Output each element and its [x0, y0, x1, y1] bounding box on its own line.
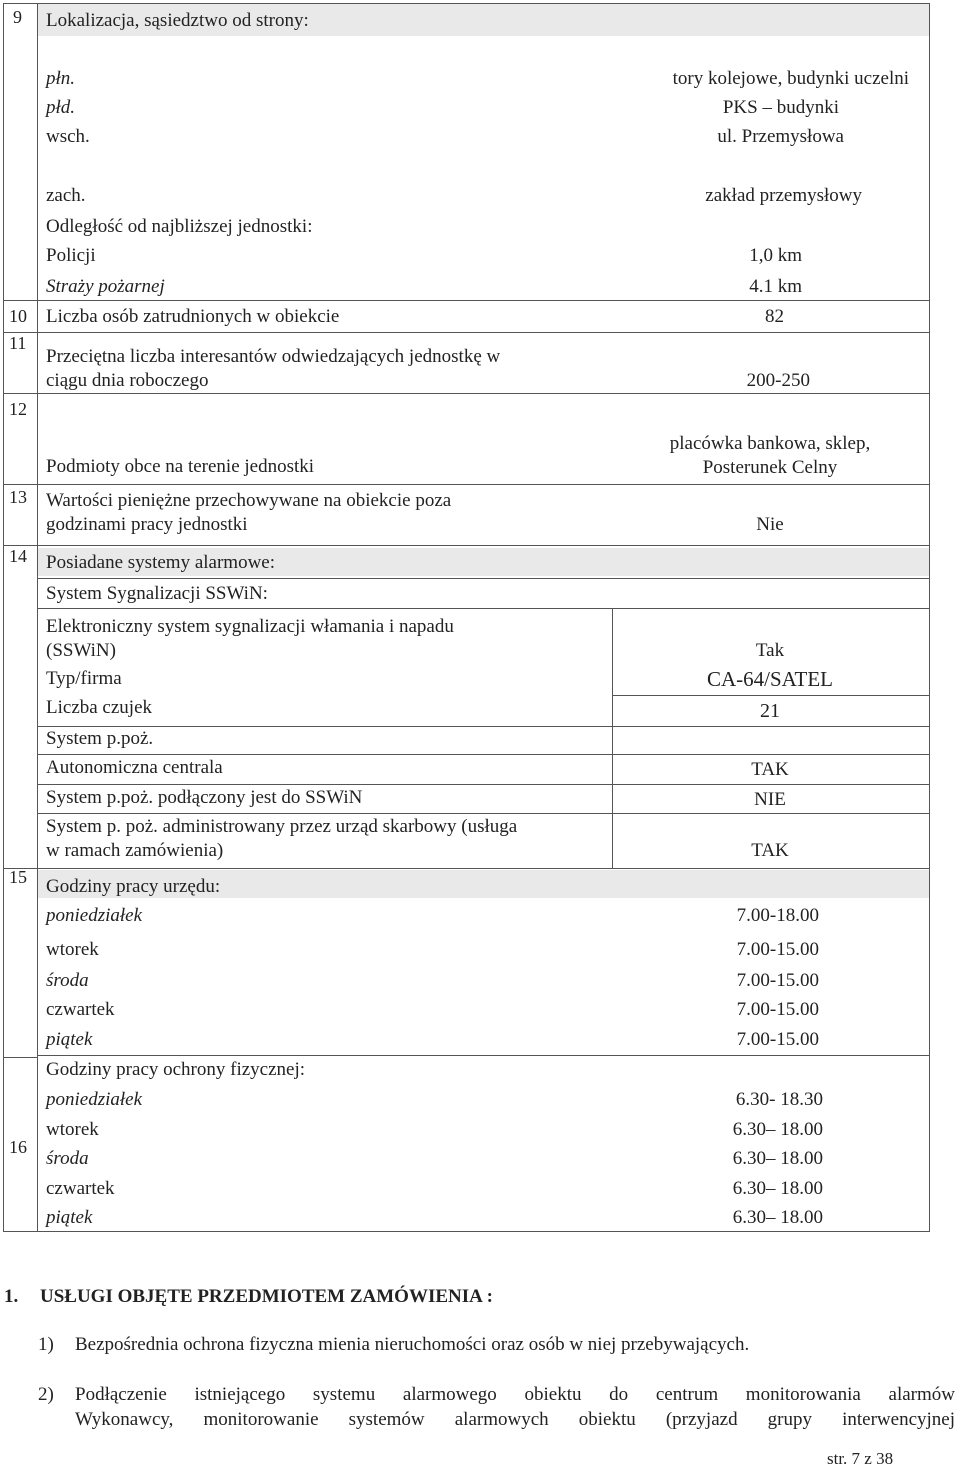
sswin-value: Tak: [755, 640, 785, 661]
foreign-entities-label: Podmioty obce na terenie jednostki: [46, 456, 315, 477]
inner-divider: [37, 754, 929, 755]
fire-label: Straży pożarnej: [46, 276, 165, 297]
row-number: 15: [9, 867, 27, 887]
north-label: płn.: [46, 68, 76, 89]
office-hours: 7.00-15.00: [736, 970, 819, 991]
south-label: płd.: [46, 97, 76, 118]
sensors-value: 21: [760, 700, 780, 722]
security-hours: 6.30- 18.30: [735, 1089, 823, 1110]
police-value: 1,0 km: [749, 245, 802, 266]
row-number: 10: [9, 306, 27, 326]
row-number: 12: [9, 399, 27, 419]
cash-label-line1: Wartości pieniężne przechowywane na obiekcie poza: [46, 490, 452, 511]
office-day: piątek: [46, 1029, 93, 1050]
row-divider: [3, 545, 930, 546]
table-number-column-border: [37, 3, 38, 1231]
office-hours-header: Godziny pracy urzędu:: [46, 876, 221, 897]
table-left-border: [3, 3, 4, 1231]
inner-divider: [37, 726, 929, 727]
list-item-text-line1: Podłączenie istniejącego systemu alarmowego obiektu do centrum monitorowania alarmów: [75, 1384, 955, 1405]
location-header: Lokalizacja, sąsiedztwo od strony:: [46, 10, 309, 31]
security-hours: 6.30– 18.00: [732, 1207, 823, 1228]
inner-divider: [37, 784, 929, 785]
employees-value: 82: [765, 306, 784, 327]
foreign-entities-value-line2: Posterunek Celny: [702, 457, 838, 478]
office-hours: 7.00-15.00: [736, 1029, 819, 1050]
visitors-label-line2: ciągu dnia roboczego: [46, 370, 209, 391]
admin-value: TAK: [751, 840, 789, 861]
distance-header: Odległość od najbliższej jednostki:: [46, 216, 313, 237]
table-bottom-border: [3, 1231, 930, 1232]
office-day: wtorek: [46, 939, 99, 960]
admin-label-line2: w ramach zamówienia): [46, 840, 224, 861]
table-top-border: [3, 3, 930, 4]
row-number: 16: [9, 1137, 27, 1157]
office-day: czwartek: [46, 999, 115, 1020]
list-item-text: Bezpośrednia ochrona fizyczna mienia nieruchomości oraz osób w niej przebywających.: [75, 1334, 750, 1355]
row-number: 14: [9, 546, 27, 566]
security-hours-header: Godziny pracy ochrony fizycznej:: [46, 1059, 306, 1080]
row-divider: [37, 1055, 929, 1056]
east-label: wsch.: [46, 126, 90, 147]
alarm-systems-header: Posiadane systemy alarmowe:: [46, 552, 276, 573]
office-hours: 7.00-18.00: [736, 905, 819, 926]
sswin-label-line2: (SSWiN): [46, 640, 116, 661]
autonomous-value: TAK: [751, 759, 789, 780]
security-hours: 6.30– 18.00: [732, 1178, 823, 1199]
value-column-border: [612, 608, 613, 868]
police-label: Policji: [46, 245, 96, 266]
cash-label-line2: godzinami pracy jednostki: [46, 514, 248, 535]
row-divider: [37, 608, 929, 609]
section-title: USŁUGI OBJĘTE PRZEDMIOTEM ZAMÓWIENIA :: [40, 1286, 493, 1307]
row-number: 11: [9, 333, 27, 353]
type-value: CA-64/SATEL: [707, 667, 833, 691]
section-number: 1.: [4, 1286, 19, 1307]
south-value: PKS – budynki: [722, 97, 839, 118]
east-value: ul. Przemysłowa: [717, 126, 844, 147]
security-day: piątek: [46, 1207, 93, 1228]
security-day: poniedziałek: [46, 1089, 143, 1110]
connected-label: System p.poż. podłączony jest do SSWiN: [46, 787, 363, 808]
visitors-value: 200-250: [746, 370, 810, 391]
row-divider: [3, 484, 930, 485]
connected-value: NIE: [754, 789, 786, 810]
employees-label: Liczba osób zatrudnionych w obiekcie: [46, 306, 340, 327]
admin-label-line1: System p. poż. administrowany przez urząd skarbowy (usługa: [46, 816, 518, 837]
security-day: środa: [46, 1148, 89, 1169]
west-value: zakład przemysłowy: [705, 185, 862, 206]
row-divider: [3, 332, 930, 333]
office-hours: 7.00-15.00: [736, 939, 819, 960]
row-number: 9: [13, 7, 22, 27]
row-number: 13: [9, 487, 27, 507]
fire-value: 4.1 km: [749, 276, 802, 297]
cash-value: Nie: [756, 514, 784, 535]
fire-system-header: System p.poż.: [46, 728, 154, 749]
row-divider: [3, 393, 930, 394]
row-divider: [37, 578, 929, 579]
table-right-border: [929, 3, 930, 1231]
visitors-label-line1: Przeciętna liczba interesantów odwiedzających jednostkę w: [46, 346, 501, 367]
row-divider: [3, 300, 930, 301]
office-day: poniedziałek: [46, 905, 143, 926]
row-divider: [3, 868, 930, 869]
row-divider: [3, 1057, 38, 1058]
security-day: wtorek: [46, 1119, 99, 1140]
office-hours: 7.00-15.00: [736, 999, 819, 1020]
security-hours: 6.30– 18.00: [732, 1119, 823, 1140]
sswin-label-line1: Elektroniczny system sygnalizacji włamania i napadu: [46, 616, 454, 637]
inner-divider: [612, 695, 929, 696]
list-item-text-line2: Wykonawcy, monitorowanie systemów alarmowych obiektu (przyjazd grupy interwencyjnej: [75, 1409, 955, 1430]
north-value: tory kolejowe, budynki uczelni: [672, 68, 909, 89]
type-label: Typ/firma: [46, 668, 122, 689]
foreign-entities-value-line1: placówka bankowa, sklep,: [669, 433, 871, 454]
west-label: zach.: [46, 185, 86, 206]
inner-divider: [37, 813, 929, 814]
list-item-number: 1): [38, 1334, 54, 1355]
sswin-header: System Sygnalizacji SSWiN:: [46, 583, 268, 604]
autonomous-label: Autonomiczna centrala: [46, 757, 223, 778]
security-hours: 6.30– 18.00: [732, 1148, 823, 1169]
list-item-number: 2): [38, 1384, 54, 1405]
security-day: czwartek: [46, 1178, 115, 1199]
office-day: środa: [46, 970, 89, 991]
page-number: str. 7 z 38: [827, 1449, 894, 1468]
sensors-label: Liczba czujek: [46, 697, 153, 718]
